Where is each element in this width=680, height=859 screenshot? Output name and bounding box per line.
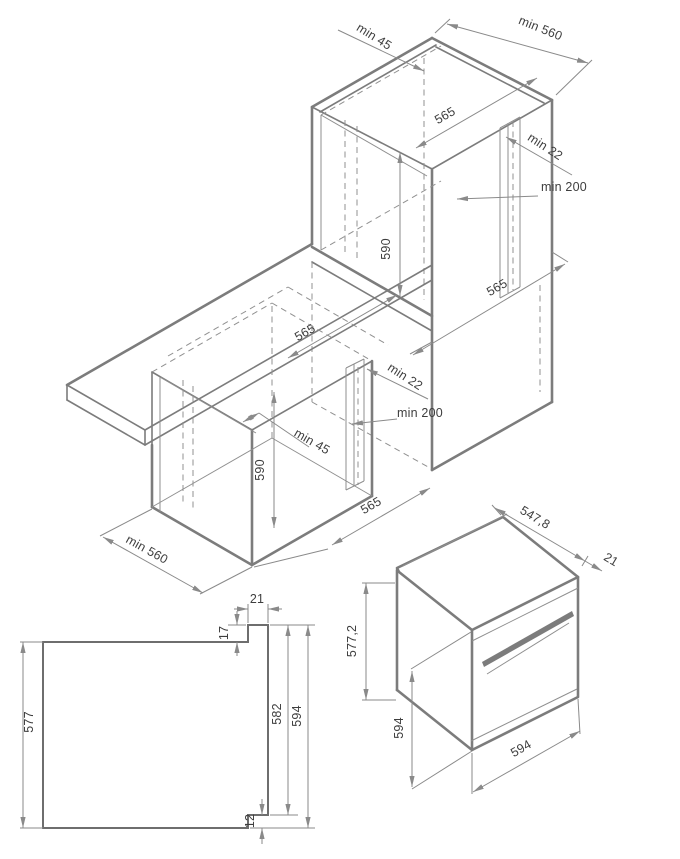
dim-label-oven-body-height: 577,2 [345, 624, 359, 658]
dim-label-profile-body-depth: 577 [22, 711, 36, 733]
top-scene-dimensions [100, 19, 592, 594]
dim-label-column-niche-depth: 565 [432, 104, 458, 127]
profile-outline [43, 625, 268, 828]
side-profile-view [20, 592, 315, 844]
dim-label-column-min560: min 560 [516, 13, 565, 44]
dim-label-oven-height: 594 [392, 717, 406, 739]
dim-label-base-counter-depth: 565 [292, 321, 318, 344]
base-niche-lines [152, 359, 372, 512]
dim-label-profile-front-height: 582 [270, 703, 284, 725]
dim-label-base-min22: min 22 [385, 360, 426, 394]
countertop-back-edge [67, 244, 312, 385]
dim-label-column-min22: min 22 [525, 130, 566, 164]
dim-label-column-min45: min 45 [353, 20, 395, 53]
dim-label-base-side-depth: 565 [358, 494, 384, 517]
dim-label-profile-total-height: 594 [290, 705, 304, 727]
dim-label-column-min200: min 200 [541, 180, 587, 194]
profile-dimension-labels [22, 592, 304, 828]
countertop [67, 244, 432, 445]
countertop-hidden-lines [168, 287, 388, 356]
dim-label-base-niche-height: 590 [253, 459, 267, 481]
dim-label-base-min200: min 200 [397, 406, 443, 420]
under-counter-installation-view [152, 303, 372, 565]
dim-label-column-side-depth: 565 [484, 276, 510, 299]
dim-label-oven-width: 594 [508, 737, 534, 760]
oven-dimensions-view [345, 503, 621, 794]
dim-label-profile-frame-width: 21 [249, 592, 265, 606]
dim-label-column-niche-height: 590 [379, 238, 393, 260]
dim-label-oven-frame-overhang: 21 [601, 549, 621, 570]
dim-label-base-min560: min 560 [123, 532, 171, 567]
base-panel-edges [152, 361, 372, 445]
dim-label-profile-bottom-offset: 12 [243, 813, 257, 829]
dim-label-profile-top-offset: 17 [217, 625, 231, 641]
dim-label-base-min45: min 45 [291, 425, 333, 458]
dim-label-oven-depth: 547,8 [517, 503, 553, 532]
